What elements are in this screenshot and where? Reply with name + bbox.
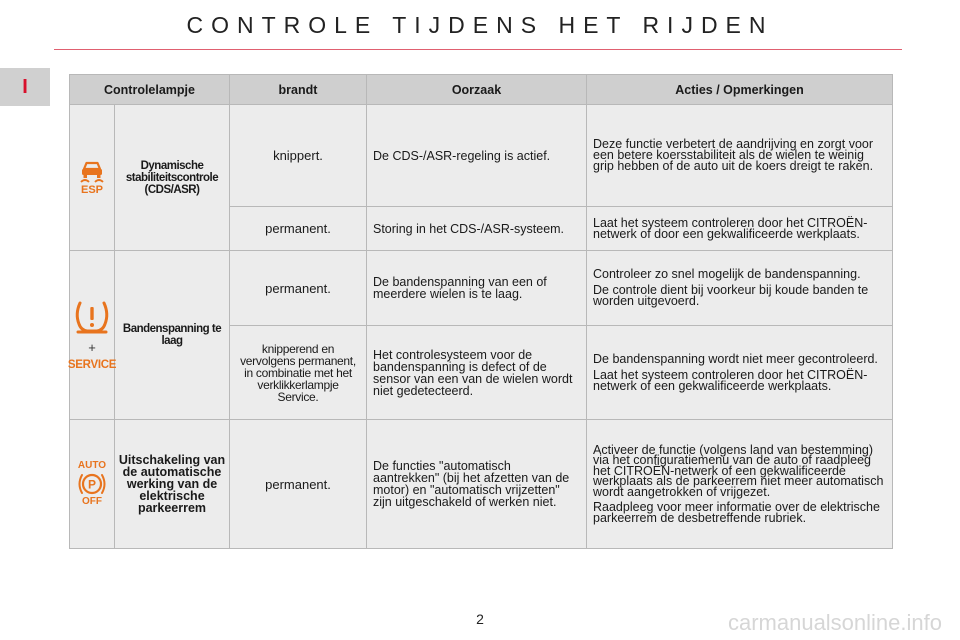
tyre-icon-cell (67, 251, 117, 420)
tyre-action-2 (587, 326, 893, 420)
esp-cause-2: Storing in het CDS-/ASR-systeem. (367, 207, 587, 251)
parking-brake-cause: De functies "automatisch aantrekken" (bij het afzetten van de motor) en "automatisch vrijzetten" zijn uitgeschakeld of werken niet. (367, 420, 587, 549)
tyre-action-1-text-a: Controleer zo snel mogelijk de bandenspanning. (593, 267, 861, 281)
esp-state-2: permanent. (230, 207, 367, 251)
column-header-controlelampje: Controlelampje (70, 75, 230, 105)
tyre-cause-2: Het controlesysteem voor de bandenspanning is defect of de sensor van een van de wielen wordt niet gedetecteerd. (367, 326, 587, 420)
plus-sign: + (88, 339, 96, 355)
title-divider (54, 49, 902, 50)
warning-lights-table (69, 74, 893, 549)
tyre-cause-1: De bandenspanning van een of meerdere wielen is te laag. (367, 251, 587, 326)
esp-skid-car-icon (78, 159, 106, 183)
tyre-pressure-warning-icon (73, 300, 111, 336)
tyre-state-1: permanent. (230, 251, 367, 326)
tyre-action-2-text-a: De bandenspanning wordt niet meer gecontroleerd. (593, 351, 878, 366)
chapter-tab-label: I (22, 75, 28, 98)
table-row (70, 420, 893, 549)
esp-lamp-name: Dynamische stabiliteitscontrole (CDS/ASR) (115, 105, 230, 251)
esp-cause-1: De CDS-/ASR-regeling is actief. (367, 105, 587, 207)
tyre-state-2: knipperend en vervolgens permanent, in combinatie met het verklikkerlampje Service. (230, 326, 367, 420)
chapter-tab[interactable] (0, 68, 50, 106)
tyre-action-2-text-b: Laat het systeem controleren door het CITROËN-netwerk of een gekwalificeerde werkplaats. (593, 367, 868, 393)
esp-action-2-text: Laat het systeem controleren door het CITROËN-netwerk of door een gekwalificeerde werkplaats. (593, 215, 868, 241)
page-number: 2 (476, 611, 484, 627)
esp-action-1 (587, 105, 893, 207)
parking-brake-icon-cell (70, 420, 115, 549)
parking-brake-action-text-b: Raadpleeg voor meer informatie over de elektrische parkeerrem de desbetreffende rubriek. (593, 500, 880, 525)
parking-brake-state: permanent. (230, 420, 367, 549)
esp-label: ESP (80, 184, 103, 196)
tyre-lamp-name: Bandenspanning te laag (115, 251, 230, 420)
parking-brake-action-text-a: Activeer de functie (volgens land van bestemming) via het configuratiemenu van de auto of raadpleeg het CITROËN-netwerk of een gekwalificeerde werkplaats als de parkeerrem niet meer automatisch wordt aangetrokken of vrijgezet. (593, 442, 884, 499)
column-header-oorzaak: Oorzaak (367, 75, 587, 105)
esp-action-2 (587, 207, 893, 251)
tyre-action-1-text-b: De controle dient bij voorkeur bij koude banden te worden uitgevoerd. (593, 283, 869, 308)
parking-brake-action (587, 420, 893, 549)
tyre-action-1 (587, 251, 893, 326)
table-row (70, 105, 893, 207)
watermark: carmanualsonline.info (727, 610, 942, 635)
auto-label: AUTO (77, 460, 107, 471)
off-label: OFF (82, 496, 102, 507)
esp-action-1-text: Deze functie verbetert de aandrijving en zorgt voor een betere koersstabiliteit als de wielen te weinig grip hebben of de auto uit de koers dreigt te raken. (593, 137, 874, 173)
service-icon: SERVICE (67, 358, 117, 371)
svg-text:P: P (87, 477, 97, 492)
table-header-row (70, 75, 893, 105)
page-title: CONTROLE TIJDENS HET RIJDEN (186, 12, 774, 38)
esp-state-1: knippert. (230, 105, 367, 207)
parking-brake-auto-off-icon (76, 471, 108, 497)
esp-icon-cell (70, 105, 115, 251)
column-header-brandt: brandt (230, 75, 367, 105)
table-row (70, 251, 893, 326)
column-header-acties: Acties / Opmerkingen (587, 75, 893, 105)
parking-brake-lamp-name: Uitschakeling van de automatische werking van de elektrische parkeerrem (115, 420, 230, 549)
